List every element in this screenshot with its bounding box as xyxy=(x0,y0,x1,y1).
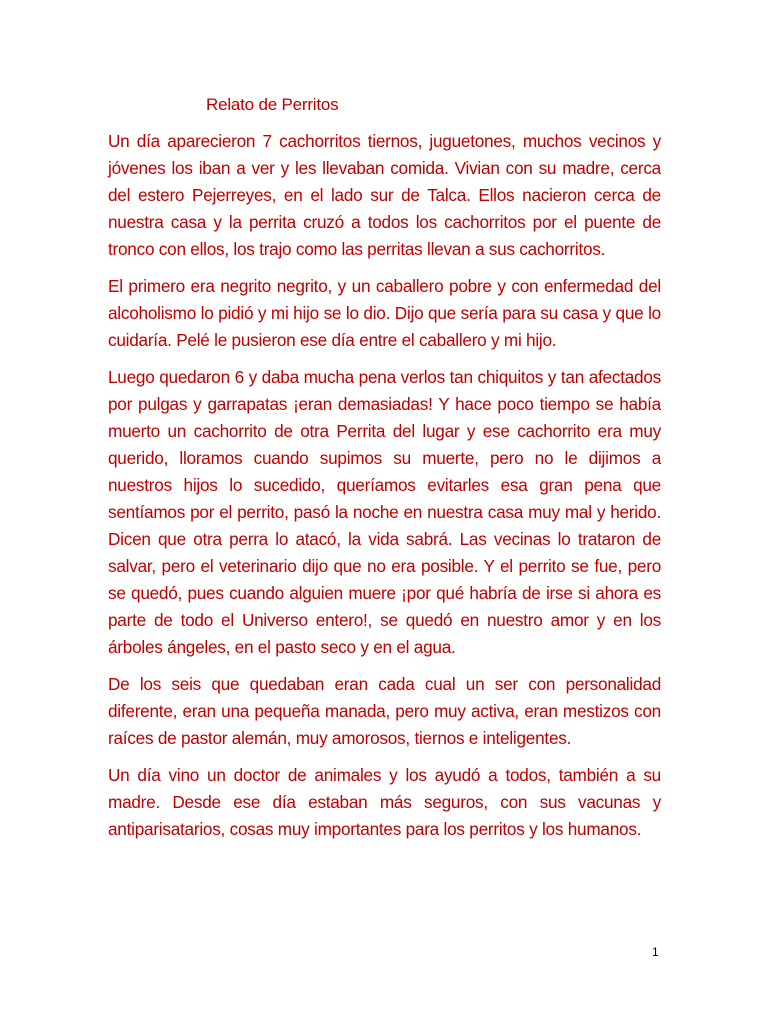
document-title: Relato de Perritos xyxy=(206,95,339,114)
paragraph-4: De los seis que quedaban eran cada cual un ser con personalidad diferente, eran una pequeña manada, pero muy activa, eran mestizos con raíces de pastor alemán, muy amorosos, tiernos e inteligentes. xyxy=(108,674,661,748)
paragraph-2: El primero era negrito negrito, y un caballero pobre y con enfermedad del alcoholismo lo pidió y mi hijo se lo dio. Dijo que sería para su casa y que lo cuidaría. Pelé le pusieron ese día entre el caballero y mi hijo. xyxy=(108,276,661,350)
paragraph-1: Un día aparecieron 7 cachorritos tiernos, juguetones, muchos vecinos y jóvenes los iban a ver y les llevaban comida. Vivian con su madre, cerca del estero Pejerreyes, en el lado sur de Talca. Ellos nacieron cerca de nuestra casa y la perrita cruzó a todos los cachorritos por el puente de tronco con ellos, los trajo como las perritas llevan a sus cachorritos. xyxy=(108,131,661,259)
paragraph-3: Luego quedaron 6 y daba mucha pena verlos tan chiquitos y tan afectados por pulgas y garrapatas ¡eran demasiadas! Y hace poco tiempo se había muerto un cachorrito de otra Perrita del lugar y ese cachorrito era muy querido, lloramos cuando supimos su muerte, pero no le dijimos a nuestros hijos lo sucedido, queríamos evitarles esa gran pena que sentíamos por el perrito, pasó la noche en nuestra casa muy mal y herido. Dicen que otra perra lo atacó, la vida sabrá. Las vecinas lo trataron de salvar, pero el veterinario dijo que no era posible. Y el perrito se fue, pero se quedó, pues cuando alguien muere ¡por qué habría de irse si ahora es parte de todo el Universo entero!, se quedó en nuestro amor y en los árboles ángeles, en el pasto seco y en el agua. xyxy=(108,367,661,657)
paragraph-5: Un día vino un doctor de animales y los ayudó a todos, también a su madre. Desde ese día estaban más seguros, con sus vacunas y antiparisatarios, cosas muy importantes para los perritos y los humanos. xyxy=(108,765,661,839)
page-number: 1 xyxy=(652,945,659,959)
document-body xyxy=(108,128,661,853)
